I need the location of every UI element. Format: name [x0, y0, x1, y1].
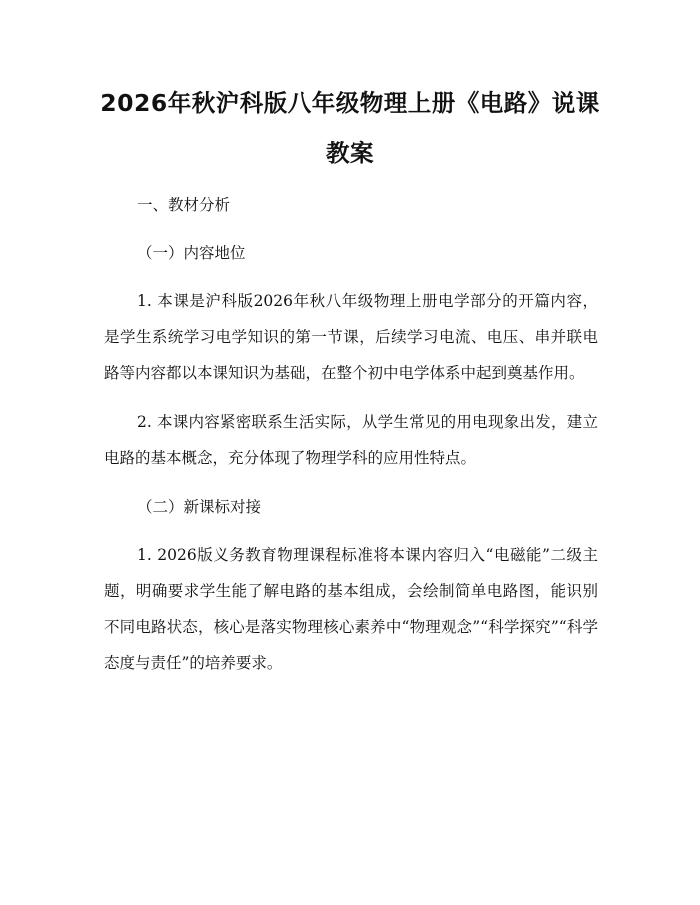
paragraph-curriculum-standard-1: 1. 2026版义务教育物理课程标准将本课内容归入“电磁能”二级主题，明确要求学生能了解电路的基本组成，会绘制简单电路图，能识别不同电路状态，核心是落实物理核心素养中“物理观念”“科学探究”“科学态度与责任”的培养要求。	[104, 546, 598, 672]
subsection-heading-curriculum-standard: （二）新课标对接	[137, 498, 262, 516]
subsection-heading-content-position: （一）内容地位	[137, 244, 246, 262]
document-title: 2026年秋沪科版八年级物理上册《电路》说课教案	[100, 89, 600, 167]
document-body	[104, 187, 598, 694]
section-heading-textbook-analysis: 一、教材分析	[137, 196, 231, 214]
paragraph-content-position-2: 2. 本课内容紧密联系生活实际，从学生常见的用电现象出发，建立电路的基本概念，充分体现了物理学科的应用性特点。	[104, 413, 598, 467]
paragraph-content-position-1: 1. 本课是沪科版2026年秋八年级物理上册电学部分的开篇内容，是学生系统学习电学知识的第一节课，后续学习电流、电压、串并联电路等内容都以本课知识为基础，在整个初中电学体系中起到奠基作用。	[104, 292, 598, 382]
